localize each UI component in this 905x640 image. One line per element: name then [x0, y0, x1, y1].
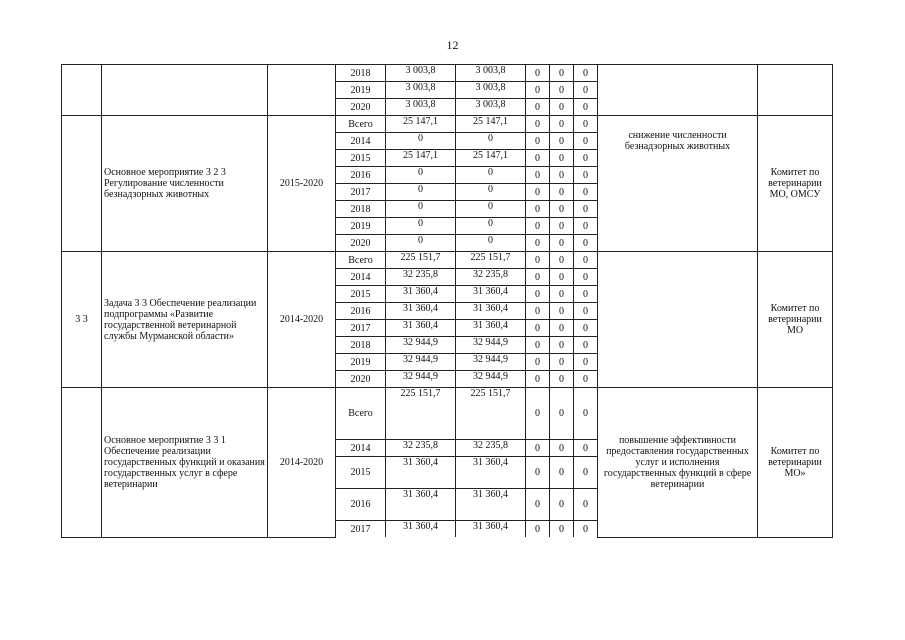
amount-total-cell: 3 003,8	[386, 65, 456, 82]
amount-regional-cell: 31 360,4	[456, 286, 526, 303]
amount-federal-cell: 0	[526, 303, 550, 320]
amount-other-cell: 0	[574, 320, 598, 337]
year-cell: Всего	[336, 252, 386, 269]
amount-total-cell: 25 147,1	[386, 150, 456, 167]
result-cell: повышение эффективности предоставления государственных услуг и исполнения государственных функций в сфере ветеринарии	[598, 388, 758, 538]
amount-other-cell: 0	[574, 371, 598, 388]
table-row	[62, 116, 833, 133]
amount-total-cell: 0	[386, 235, 456, 252]
amount-regional-cell: 31 360,4	[456, 489, 526, 521]
amount-local-cell: 0	[550, 116, 574, 133]
amount-other-cell: 0	[574, 184, 598, 201]
num-cell: 3 3	[62, 252, 102, 388]
amount-total-cell: 31 360,4	[386, 320, 456, 337]
amount-federal-cell: 0	[526, 440, 550, 457]
year-cell: 2018	[336, 201, 386, 218]
amount-regional-cell: 32 235,8	[456, 269, 526, 286]
year-cell: 2020	[336, 235, 386, 252]
year-cell: 2016	[336, 167, 386, 184]
amount-other-cell: 0	[574, 133, 598, 150]
amount-local-cell: 0	[550, 218, 574, 235]
amount-regional-cell: 32 944,9	[456, 371, 526, 388]
amount-total-cell: 3 003,8	[386, 82, 456, 99]
table-row	[62, 252, 833, 269]
amount-other-cell: 0	[574, 235, 598, 252]
amount-other-cell: 0	[574, 167, 598, 184]
amount-federal-cell: 0	[526, 388, 550, 440]
amount-regional-cell: 31 360,4	[456, 457, 526, 489]
amount-local-cell: 0	[550, 167, 574, 184]
amount-federal-cell: 0	[526, 65, 550, 82]
year-cell: 2019	[336, 354, 386, 371]
amount-regional-cell: 0	[456, 235, 526, 252]
year-cell: Всего	[336, 388, 386, 440]
amount-other-cell: 0	[574, 201, 598, 218]
amount-regional-cell: 0	[456, 184, 526, 201]
result-cell	[598, 65, 758, 116]
year-cell: 2014	[336, 133, 386, 150]
num-cell	[62, 65, 102, 116]
amount-local-cell: 0	[550, 320, 574, 337]
amount-total-cell: 225 151,7	[386, 252, 456, 269]
amount-total-cell: 31 360,4	[386, 457, 456, 489]
amount-federal-cell: 0	[526, 489, 550, 521]
executor-cell: Комитет по ветеринарии МО	[758, 252, 833, 388]
year-cell: 2015	[336, 457, 386, 489]
amount-local-cell: 0	[550, 440, 574, 457]
amount-local-cell: 0	[550, 269, 574, 286]
amount-federal-cell: 0	[526, 269, 550, 286]
year-cell: 2015	[336, 286, 386, 303]
amount-total-cell: 32 944,9	[386, 371, 456, 388]
result-cell: снижение численности безнадзорных животных	[598, 116, 758, 252]
amount-federal-cell: 0	[526, 82, 550, 99]
amount-regional-cell: 3 003,8	[456, 82, 526, 99]
amount-regional-cell: 31 360,4	[456, 303, 526, 320]
amount-federal-cell: 0	[526, 354, 550, 371]
table-row	[62, 388, 833, 440]
year-cell: 2015	[336, 150, 386, 167]
amount-other-cell: 0	[574, 489, 598, 521]
amount-other-cell: 0	[574, 521, 598, 538]
amount-regional-cell: 0	[456, 167, 526, 184]
amount-regional-cell: 32 944,9	[456, 337, 526, 354]
amount-total-cell: 0	[386, 167, 456, 184]
amount-federal-cell: 0	[526, 133, 550, 150]
amount-regional-cell: 0	[456, 218, 526, 235]
amount-total-cell: 31 360,4	[386, 521, 456, 538]
amount-local-cell: 0	[550, 337, 574, 354]
year-cell: 2017	[336, 320, 386, 337]
amount-regional-cell: 0	[456, 201, 526, 218]
amount-regional-cell: 225 151,7	[456, 388, 526, 440]
amount-local-cell: 0	[550, 489, 574, 521]
year-cell: 2018	[336, 65, 386, 82]
amount-total-cell: 0	[386, 201, 456, 218]
measure-name-cell: Задача 3 3 Обеспечение реализации подпрограммы «Развитие государственной ветеринарной службы Мурманской области»	[102, 252, 268, 388]
year-cell: 2018	[336, 337, 386, 354]
year-cell: 2016	[336, 489, 386, 521]
amount-other-cell: 0	[574, 269, 598, 286]
amount-regional-cell: 3 003,8	[456, 65, 526, 82]
year-cell: 2014	[336, 269, 386, 286]
amount-local-cell: 0	[550, 201, 574, 218]
year-cell: 2017	[336, 184, 386, 201]
amount-other-cell: 0	[574, 457, 598, 489]
amount-federal-cell: 0	[526, 201, 550, 218]
year-cell: 2019	[336, 82, 386, 99]
table-row	[62, 65, 833, 82]
amount-regional-cell: 0	[456, 133, 526, 150]
period-cell: 2014-2020	[268, 388, 336, 538]
amount-local-cell: 0	[550, 388, 574, 440]
amount-local-cell: 0	[550, 286, 574, 303]
amount-total-cell: 32 944,9	[386, 337, 456, 354]
amount-regional-cell: 32 944,9	[456, 354, 526, 371]
year-cell: 2020	[336, 371, 386, 388]
amount-total-cell: 225 151,7	[386, 388, 456, 440]
result-cell	[598, 252, 758, 388]
name-cell	[102, 65, 268, 116]
year-cell: 2020	[336, 99, 386, 116]
amount-federal-cell: 0	[526, 218, 550, 235]
amount-total-cell: 32 235,8	[386, 440, 456, 457]
amount-local-cell: 0	[550, 82, 574, 99]
amount-local-cell: 0	[550, 235, 574, 252]
amount-federal-cell: 0	[526, 99, 550, 116]
amount-local-cell: 0	[550, 99, 574, 116]
amount-regional-cell: 25 147,1	[456, 116, 526, 133]
period-cell	[268, 65, 336, 116]
amount-federal-cell: 0	[526, 252, 550, 269]
amount-local-cell: 0	[550, 184, 574, 201]
amount-local-cell: 0	[550, 65, 574, 82]
amount-local-cell: 0	[550, 457, 574, 489]
amount-regional-cell: 25 147,1	[456, 150, 526, 167]
amount-total-cell: 31 360,4	[386, 303, 456, 320]
amount-local-cell: 0	[550, 303, 574, 320]
amount-total-cell: 0	[386, 184, 456, 201]
year-cell: 2019	[336, 218, 386, 235]
amount-other-cell: 0	[574, 303, 598, 320]
amount-other-cell: 0	[574, 252, 598, 269]
amount-federal-cell: 0	[526, 337, 550, 354]
amount-local-cell: 0	[550, 521, 574, 538]
amount-federal-cell: 0	[526, 116, 550, 133]
amount-local-cell: 0	[550, 252, 574, 269]
amount-federal-cell: 0	[526, 167, 550, 184]
amount-federal-cell: 0	[526, 457, 550, 489]
amount-total-cell: 3 003,8	[386, 99, 456, 116]
amount-regional-cell: 31 360,4	[456, 320, 526, 337]
amount-other-cell: 0	[574, 218, 598, 235]
amount-other-cell: 0	[574, 286, 598, 303]
measure-name-cell: Основное мероприятие 3 2 3 Регулирование численности безнадзорных животных	[102, 116, 268, 252]
period-cell: 2014-2020	[268, 252, 336, 388]
amount-other-cell: 0	[574, 440, 598, 457]
num-cell	[62, 116, 102, 252]
amount-other-cell: 0	[574, 354, 598, 371]
amount-regional-cell: 31 360,4	[456, 521, 526, 538]
amount-federal-cell: 0	[526, 521, 550, 538]
amount-local-cell: 0	[550, 150, 574, 167]
measure-name-cell: Основное мероприятие 3 3 1 Обеспечение реализации государственных функций и оказания государственных услуг в сфере ветеринарии	[102, 388, 268, 538]
amount-federal-cell: 0	[526, 286, 550, 303]
executor-cell: Комитет по ветеринарии МО»	[758, 388, 833, 538]
amount-federal-cell: 0	[526, 150, 550, 167]
amount-other-cell: 0	[574, 388, 598, 440]
amount-total-cell: 31 360,4	[386, 286, 456, 303]
amount-total-cell: 0	[386, 218, 456, 235]
amount-other-cell: 0	[574, 116, 598, 133]
amount-total-cell: 32 944,9	[386, 354, 456, 371]
amount-other-cell: 0	[574, 82, 598, 99]
amount-total-cell: 31 360,4	[386, 489, 456, 521]
year-cell: Всего	[336, 116, 386, 133]
amount-regional-cell: 32 235,8	[456, 440, 526, 457]
amount-other-cell: 0	[574, 99, 598, 116]
amount-federal-cell: 0	[526, 371, 550, 388]
amount-other-cell: 0	[574, 150, 598, 167]
amount-total-cell: 25 147,1	[386, 116, 456, 133]
amount-local-cell: 0	[550, 133, 574, 150]
amount-total-cell: 32 235,8	[386, 269, 456, 286]
amount-other-cell: 0	[574, 65, 598, 82]
amount-regional-cell: 3 003,8	[456, 99, 526, 116]
amount-federal-cell: 0	[526, 235, 550, 252]
year-cell: 2017	[336, 521, 386, 538]
amount-federal-cell: 0	[526, 184, 550, 201]
year-cell: 2014	[336, 440, 386, 457]
page-number: 12	[446, 38, 459, 52]
period-cell: 2015-2020	[268, 116, 336, 252]
program-table	[61, 64, 833, 538]
amount-total-cell: 0	[386, 133, 456, 150]
executor-cell	[758, 65, 833, 116]
num-cell	[62, 388, 102, 538]
year-cell: 2016	[336, 303, 386, 320]
amount-local-cell: 0	[550, 354, 574, 371]
amount-regional-cell: 225 151,7	[456, 252, 526, 269]
amount-federal-cell: 0	[526, 320, 550, 337]
amount-local-cell: 0	[550, 371, 574, 388]
amount-other-cell: 0	[574, 337, 598, 354]
executor-cell: Комитет по ветеринарии МО, ОМСУ	[758, 116, 833, 252]
